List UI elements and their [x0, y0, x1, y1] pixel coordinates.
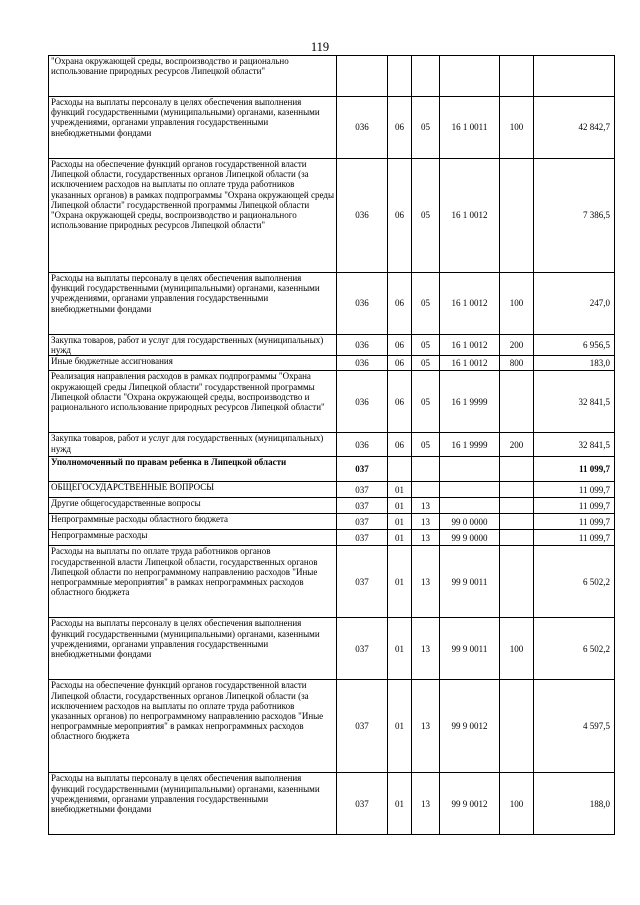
target-article-code: 16 1 0011: [440, 97, 500, 159]
amount: [534, 56, 615, 97]
expense-type-code: 200: [500, 335, 534, 356]
target-article-code: 99 9 0012: [440, 680, 500, 773]
subsection-code: [412, 457, 440, 482]
amount: 11 099,7: [534, 530, 615, 546]
section-code: 01: [388, 680, 412, 773]
table-row: [49, 335, 615, 356]
grbs-code: 037: [337, 530, 388, 546]
expense-type-code: [500, 514, 534, 530]
target-article-code: [440, 498, 500, 514]
target-article-code: 16 1 9999: [440, 371, 500, 433]
subsection-code: [412, 482, 440, 498]
section-code: 06: [388, 433, 412, 457]
target-article-code: 16 1 0012: [440, 335, 500, 356]
subsection-code: 05: [412, 433, 440, 457]
amount: 6 502,2: [534, 546, 615, 618]
grbs-code: 037: [337, 618, 388, 680]
expense-name: Непрограммные расходы областного бюджета: [49, 514, 337, 530]
expense-name: Закупка товаров, работ и услуг для государственных (муниципальных) нужд: [49, 335, 337, 356]
expense-type-code: [500, 56, 534, 97]
expense-type-code: [500, 680, 534, 773]
target-article-code: 99 9 0011: [440, 546, 500, 618]
grbs-code: 036: [337, 159, 388, 273]
section-code: 01: [388, 530, 412, 546]
table-row: [49, 356, 615, 371]
table-row: [49, 56, 615, 97]
target-article-code: 16 1 0012: [440, 159, 500, 273]
section-code: 01: [388, 618, 412, 680]
expense-name: Расходы на выплаты персоналу в целях обеспечения выполнения функций государственными (муниципальными) органами, казенными учреждениями, органами управления государственными внебюджетными фондами: [49, 773, 337, 835]
expense-type-code: [500, 482, 534, 498]
expense-name: Расходы на выплаты персоналу в целях обеспечения выполнения функций государственными (муниципальными) органами, казенными учреждениями, органами управления государственными внебюджетными фондами: [49, 618, 337, 680]
section-code: 06: [388, 371, 412, 433]
amount: 6 956,5: [534, 335, 615, 356]
amount: 11 099,7: [534, 482, 615, 498]
expense-name: Иные бюджетные ассигнования: [49, 356, 337, 371]
grbs-code: 037: [337, 514, 388, 530]
subsection-code: 13: [412, 546, 440, 618]
subsection-code: 05: [412, 273, 440, 335]
table-row: [49, 498, 615, 514]
expense-name: Закупка товаров, работ и услуг для государственных (муниципальных) нужд: [49, 433, 337, 457]
grbs-code: 037: [337, 773, 388, 835]
target-article-code: 16 1 0012: [440, 273, 500, 335]
amount: 183,0: [534, 356, 615, 371]
subsection-code: 05: [412, 97, 440, 159]
amount: 4 597,5: [534, 680, 615, 773]
table-row: [49, 457, 615, 482]
table-row: [49, 159, 615, 273]
table-row: [49, 618, 615, 680]
amount: 32 841,5: [534, 371, 615, 433]
grbs-code: 036: [337, 433, 388, 457]
section-code: 06: [388, 335, 412, 356]
subsection-code: [412, 56, 440, 97]
expense-type-code: 100: [500, 618, 534, 680]
subsection-code: 13: [412, 618, 440, 680]
target-article-code: [440, 457, 500, 482]
target-article-code: 16 1 0012: [440, 356, 500, 371]
expense-type-code: [500, 498, 534, 514]
subsection-code: 13: [412, 680, 440, 773]
section-code: 06: [388, 273, 412, 335]
table-row: [49, 530, 615, 546]
grbs-code: [337, 56, 388, 97]
amount: 247,0: [534, 273, 615, 335]
grbs-code: 037: [337, 546, 388, 618]
amount: 7 386,5: [534, 159, 615, 273]
expense-type-code: 800: [500, 356, 534, 371]
section-code: 01: [388, 482, 412, 498]
section-code: 06: [388, 356, 412, 371]
expense-type-code: 100: [500, 273, 534, 335]
table-row: [49, 433, 615, 457]
table-row: [49, 482, 615, 498]
target-article-code: 99 9 0011: [440, 618, 500, 680]
expense-type-code: [500, 457, 534, 482]
table-row: [49, 273, 615, 335]
section-code: 01: [388, 546, 412, 618]
target-article-code: [440, 482, 500, 498]
section-code: [388, 56, 412, 97]
target-article-code: 99 9 0000: [440, 530, 500, 546]
amount: 11 099,7: [534, 514, 615, 530]
expense-name: ОБЩЕГОСУДАРСТВЕННЫЕ ВОПРОСЫ: [49, 482, 337, 498]
grbs-code: 037: [337, 457, 388, 482]
table-row: [49, 514, 615, 530]
amount: 32 841,5: [534, 433, 615, 457]
section-code: 01: [388, 498, 412, 514]
page-number: 119: [310, 40, 330, 54]
expense-name: Расходы на выплаты по оплате труда работников органов государственной власти Липецкой области, государственных органов Липецкой области по непрограммному направлению расходов "Иные непрограммные мероприятия" в рамках непрограммных расходов областного бюджета: [49, 546, 337, 618]
table-row: [49, 371, 615, 433]
target-article-code: 99 0 0000: [440, 514, 500, 530]
expense-name: Другие общегосударственные вопросы: [49, 498, 337, 514]
amount: 42 842,7: [534, 97, 615, 159]
subsection-code: 05: [412, 356, 440, 371]
section-code: 01: [388, 514, 412, 530]
amount: 6 502,2: [534, 618, 615, 680]
expense-name: Непрограммные расходы: [49, 530, 337, 546]
subsection-code: 13: [412, 498, 440, 514]
budget-table: [48, 55, 615, 835]
subsection-code: 13: [412, 514, 440, 530]
grbs-code: 036: [337, 335, 388, 356]
expense-type-code: [500, 159, 534, 273]
expense-type-code: [500, 530, 534, 546]
subsection-code: 05: [412, 371, 440, 433]
subsection-code: 13: [412, 773, 440, 835]
expense-type-code: [500, 371, 534, 433]
table-row: [49, 680, 615, 773]
expense-name: Расходы на выплаты персоналу в целях обеспечения выполнения функций государственными (муниципальными) органами, казенными учреждениями, органами управления государственными внебюджетными фондами: [49, 273, 337, 335]
expense-type-code: [500, 546, 534, 618]
section-code: 06: [388, 97, 412, 159]
subsection-code: 13: [412, 530, 440, 546]
expense-name: Уполномоченный по правам ребенка в Липецкой области: [49, 457, 337, 482]
budget-table-body: [49, 56, 615, 835]
subsection-code: 05: [412, 335, 440, 356]
expense-type-code: 100: [500, 97, 534, 159]
expense-name: Расходы на выплаты персоналу в целях обеспечения выполнения функций государственными (муниципальными) органами, казенными учреждениями, органами управления государственными внебюджетными фондами: [49, 97, 337, 159]
grbs-code: 036: [337, 371, 388, 433]
expense-name: "Охрана окружающей среды, воспроизводство и рационально использование природных ресурсов Липецкой области": [49, 56, 337, 97]
subsection-code: 05: [412, 159, 440, 273]
expense-type-code: 200: [500, 433, 534, 457]
target-article-code: 16 1 9999: [440, 433, 500, 457]
table-row: [49, 773, 615, 835]
expense-name: Реализация направления расходов в рамках подпрограммы "Охрана окружающей среды Липецкой области" государственной программы Липецкой области "Охрана окружающей среды, воспроизводство и рационального использование природных ресурсов Липецкой области": [49, 371, 337, 433]
expense-name: Расходы на обеспечение функций органов государственной власти Липецкой области, государственных органов Липецкой области (за исключением расходов на выплаты по оплате труда работников указанных органов) по непрограммному направлению расходов "Иные непрограммные мероприятия" в рамках непрограммных расходов областного бюджета: [49, 680, 337, 773]
amount: 11 099,7: [534, 457, 615, 482]
amount: 11 099,7: [534, 498, 615, 514]
grbs-code: 036: [337, 97, 388, 159]
grbs-code: 036: [337, 273, 388, 335]
table-row: [49, 546, 615, 618]
grbs-code: 037: [337, 498, 388, 514]
section-code: [388, 457, 412, 482]
grbs-code: 037: [337, 680, 388, 773]
grbs-code: 036: [337, 356, 388, 371]
expense-type-code: 100: [500, 773, 534, 835]
amount: 188,0: [534, 773, 615, 835]
table-row: [49, 97, 615, 159]
section-code: 01: [388, 773, 412, 835]
expense-name: Расходы на обеспечение функций органов государственной власти Липецкой области, государственных органов Липецкой области (за исключением расходов на выплаты по оплате труда работников указанных органов) в рамках подпрограммы "Охрана окружающей среды Липецкой области" государственной программы Липецкой области "Охрана окружающей среды, воспроизводство и рационального использование природных ресурсов Липецкой области": [49, 159, 337, 273]
target-article-code: [440, 56, 500, 97]
section-code: 06: [388, 159, 412, 273]
target-article-code: 99 9 0012: [440, 773, 500, 835]
grbs-code: 037: [337, 482, 388, 498]
